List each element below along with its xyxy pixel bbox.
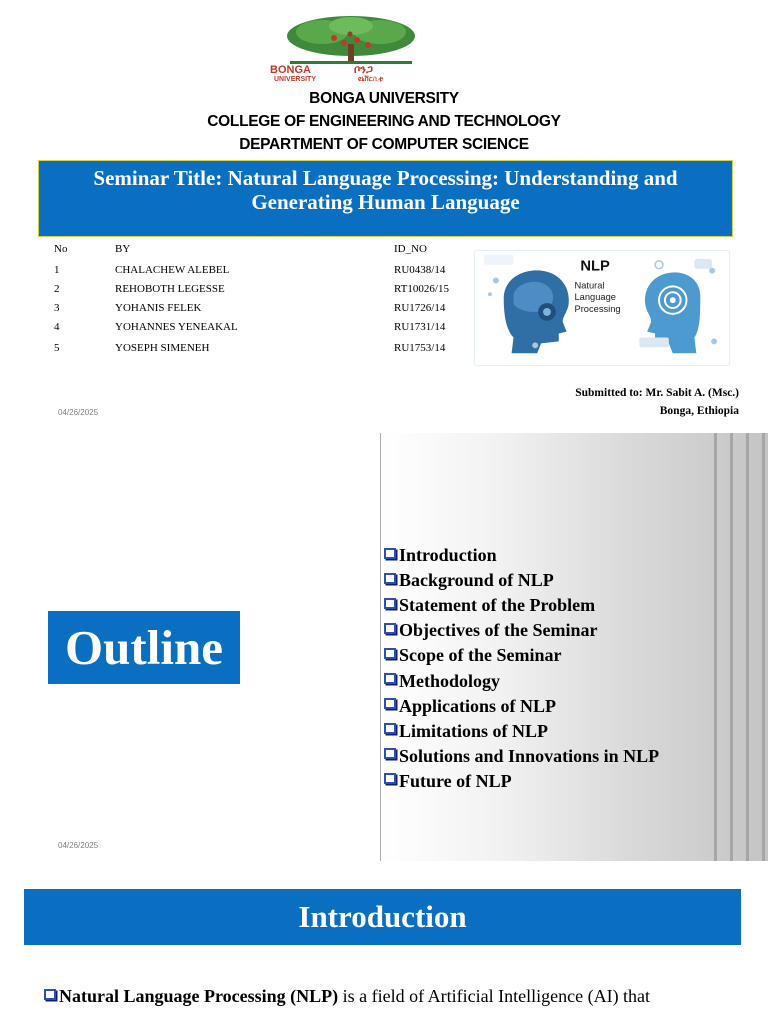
- bonga-university-logo: [262, 14, 440, 82]
- checkbox-bullet-icon: [384, 673, 396, 684]
- outline-item-label: Introduction: [399, 545, 497, 566]
- member-id: RU1753/14: [394, 342, 446, 354]
- checkbox-bullet-icon: [384, 548, 396, 559]
- member-no: 5: [54, 342, 60, 354]
- outline-item: [384, 744, 659, 769]
- outline-item-label: Methodology: [399, 670, 500, 691]
- outline-item: [384, 769, 659, 794]
- logo-text-bottom-ethiopic: ዩኒቨርሲቲ: [358, 76, 383, 82]
- member-no: 4: [54, 321, 60, 333]
- nlp-image-line1: Natural: [574, 280, 605, 291]
- member-id: RU1726/14: [394, 302, 446, 314]
- member-name: YOSEPH SIMENEH: [115, 342, 210, 354]
- logo-text-top: BONGA: [270, 64, 311, 76]
- introduction-title-bar: [24, 889, 741, 945]
- member-name: YOHANNES YENEAKAL: [115, 321, 238, 333]
- member-name: CHALACHEW ALEBEL: [115, 264, 230, 276]
- checkbox-bullet-icon: [384, 723, 396, 734]
- nlp-image-title: NLP: [580, 258, 610, 275]
- logo-text-bottom: UNIVERSITY: [274, 76, 317, 82]
- outline-item-label: Scope of the Seminar: [399, 645, 562, 666]
- outline-item-label: Objectives of the Seminar: [399, 620, 598, 641]
- checkbox-bullet-icon: [44, 989, 56, 1000]
- panel-divider: [762, 433, 765, 861]
- outline-item-label: Solutions and Innovations in NLP: [399, 745, 660, 766]
- outline-title-box: [48, 611, 240, 684]
- checkbox-bullet-icon: [384, 698, 396, 709]
- nlp-illustration: [474, 250, 730, 366]
- checkbox-bullet-icon: [384, 623, 396, 634]
- outline-item: [384, 543, 659, 568]
- outline-item: [384, 568, 659, 593]
- introduction-text: is a field of Artificial Intelligence (AI) that: [338, 986, 651, 1006]
- outline-item-label: Background of NLP: [399, 570, 554, 591]
- member-no: 1: [54, 264, 60, 276]
- outline-item: [384, 719, 659, 744]
- nlp-image-line2: Language: [574, 292, 616, 303]
- panel-divider: [714, 433, 717, 861]
- checkbox-bullet-icon: [384, 598, 396, 609]
- nlp-image-line3: Processing: [574, 303, 621, 314]
- checkbox-bullet-icon: [384, 573, 396, 584]
- outline-item: [384, 694, 659, 719]
- introduction-title: Introduction: [298, 899, 467, 934]
- members-header-no: No: [54, 243, 68, 255]
- members-header-by: BY: [115, 243, 131, 255]
- panel-divider: [746, 433, 749, 861]
- outline-item-label: Applications of NLP: [399, 695, 557, 716]
- member-id: RU1731/14: [394, 321, 446, 333]
- outline-item-label: Limitations of NLP: [399, 720, 549, 741]
- checkbox-bullet-icon: [384, 773, 396, 784]
- outline-item-label: Future of NLP: [399, 770, 512, 791]
- logo-text-ethiopic: ቦንጋ: [354, 64, 373, 76]
- member-id: RT10026/15: [394, 283, 449, 295]
- panel-divider: [730, 433, 733, 861]
- member-name: YOHANIS FELEK: [115, 302, 202, 314]
- outline-item: [384, 668, 659, 693]
- seminar-title: Seminar Title: Natural Language Processing: Understanding and Generating Human Language: [93, 166, 678, 214]
- member-id: RU0438/14: [394, 264, 446, 276]
- location: Bonga, Ethiopia: [659, 405, 739, 417]
- members-header-id: ID_NO: [394, 243, 427, 255]
- outline-item: [384, 643, 659, 668]
- department-name: DEPARTMENT OF COMPUTER SCIENCE: [239, 136, 529, 153]
- checkbox-bullet-icon: [384, 748, 396, 759]
- outline-list: [384, 543, 659, 794]
- outline-item: [384, 593, 659, 618]
- nlp-term: Natural Language Processing (NLP): [59, 986, 339, 1006]
- member-no: 3: [54, 302, 60, 314]
- checkbox-bullet-icon: [384, 648, 396, 659]
- outline-title: Outline: [65, 620, 223, 675]
- outline-item: [384, 618, 659, 643]
- slide1-date: 04/26/2025: [58, 408, 99, 417]
- university-name: BONGA UNIVERSITY: [309, 90, 459, 107]
- member-name: REHOBOTH LEGESSE: [115, 283, 225, 295]
- seminar-title-box: [38, 160, 733, 237]
- member-no: 2: [54, 283, 60, 295]
- college-name: COLLEGE OF ENGINEERING AND TECHNOLOGY: [207, 113, 561, 130]
- slide2-date: 04/26/2025: [58, 841, 99, 850]
- submitted-to: Submitted to: Mr. Sabit A. (Msc.): [575, 387, 739, 399]
- outline-item-label: Statement of the Problem: [399, 595, 596, 616]
- introduction-paragraph: [44, 983, 726, 1009]
